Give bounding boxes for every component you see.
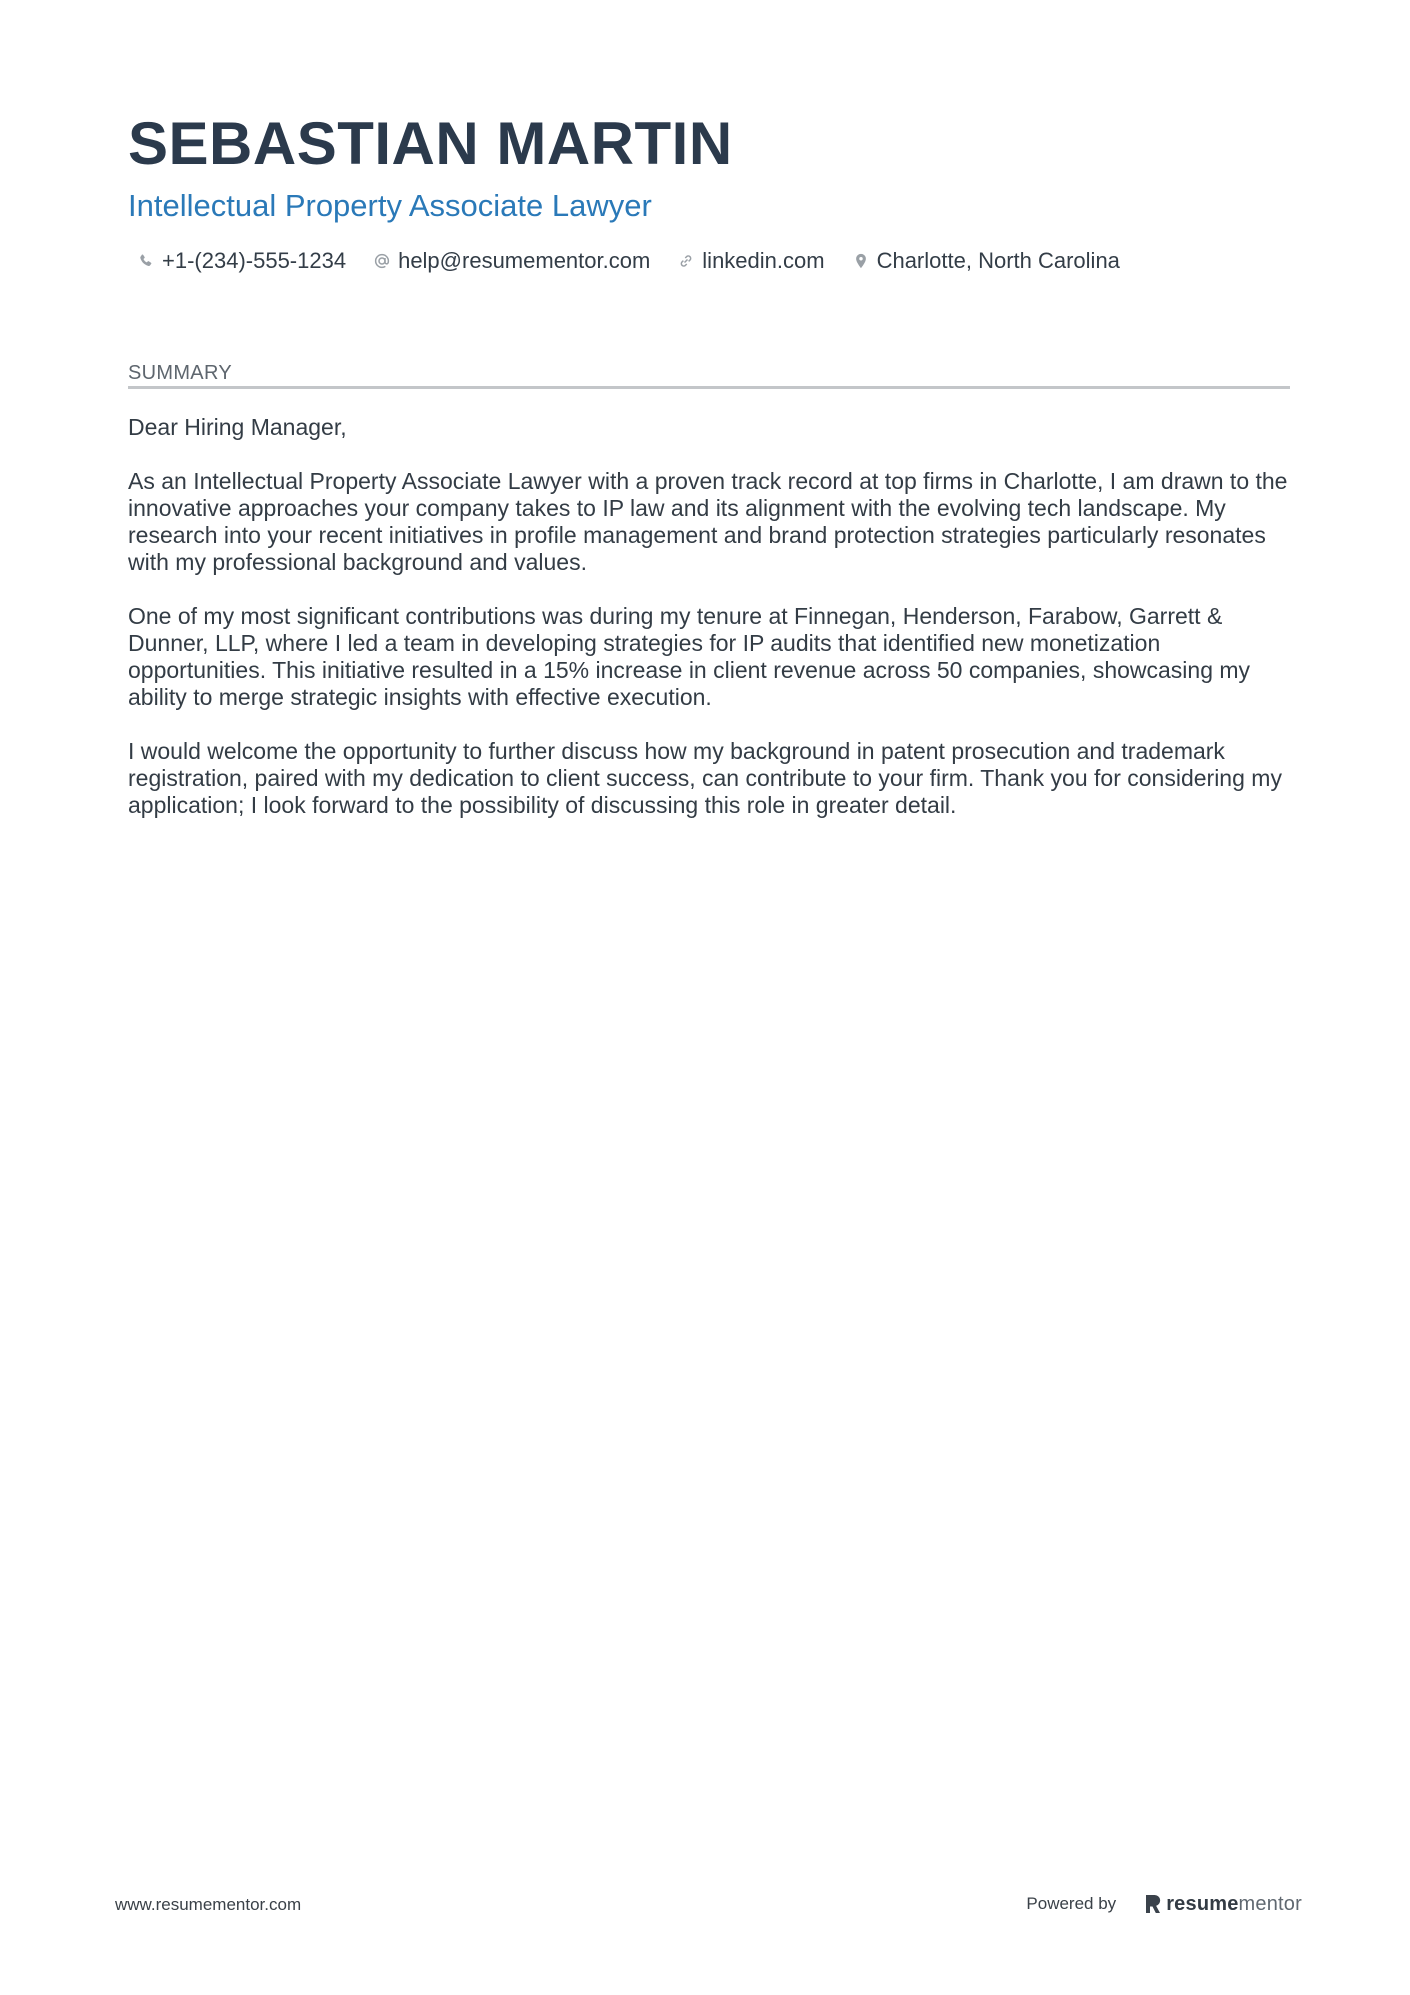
- candidate-role: Intellectual Property Associate Lawyer: [128, 188, 652, 223]
- contact-email[interactable]: [372, 248, 650, 274]
- paragraph-intro: As an Intellectual Property Associate Lawyer with a proven track record at top firms in Charlotte, I am drawn to the innovative approaches your company takes to IP law and its alignment with the evolving tech landscape. My research into your recent initiatives in profile management and brand protection strategies particularly resonates with my professional background and values.: [128, 468, 1288, 575]
- section-divider: [128, 386, 1290, 389]
- contact-phone: [136, 248, 346, 274]
- at-icon: [372, 251, 392, 271]
- resumementor-logo[interactable]: [1144, 1893, 1302, 1916]
- contact-bar: [136, 246, 1146, 276]
- summary-heading: SUMMARY: [128, 362, 232, 384]
- contact-location: [851, 248, 1120, 274]
- link-icon: [676, 251, 696, 271]
- logo-text: [1166, 1893, 1302, 1916]
- candidate-name: SEBASTIAN MARTIN: [128, 110, 733, 177]
- contact-location-text: Charlotte, North Carolina: [876, 248, 1120, 273]
- logo-text-bold: resume: [1166, 1892, 1239, 1915]
- paragraph-closing: I would welcome the opportunity to further discuss how my background in patent prosecution and trademark registration, paired with my dedication to client success, can contribute to your firm. Thank you for considering my application; I look forward to the possibility of discussing this role in greater detail.: [128, 738, 1282, 818]
- logo-mark-icon: [1144, 1893, 1162, 1915]
- contact-linkedin[interactable]: [676, 248, 824, 274]
- location-pin-icon: [851, 251, 871, 271]
- summary-body: [128, 414, 1290, 846]
- contact-email-text: help@resumementor.com: [398, 248, 651, 273]
- powered-by-label: Powered by: [1026, 1894, 1117, 1913]
- footer-website[interactable]: www.resumementor.com: [115, 1895, 302, 1914]
- contact-linkedin-text: linkedin.com: [702, 248, 825, 273]
- contact-phone-text: +1-(234)-555-1234: [162, 248, 347, 273]
- footer-branding: [1026, 1890, 1302, 1918]
- salutation: Dear Hiring Manager,: [128, 414, 347, 440]
- logo-text-light: mentor: [1238, 1892, 1302, 1915]
- phone-icon: [136, 251, 156, 271]
- paragraph-contribution: One of my most significant contributions was during my tenure at Finnegan, Henderson, Farabow, Garrett & Dunner, LLP, where I led a team in developing strategies for IP audits that identified new monetization opportunities. This initiative resulted in a 15% increase in client revenue across 50 companies, showcasing my ability to merge strategic insights with effective execution.: [128, 603, 1251, 710]
